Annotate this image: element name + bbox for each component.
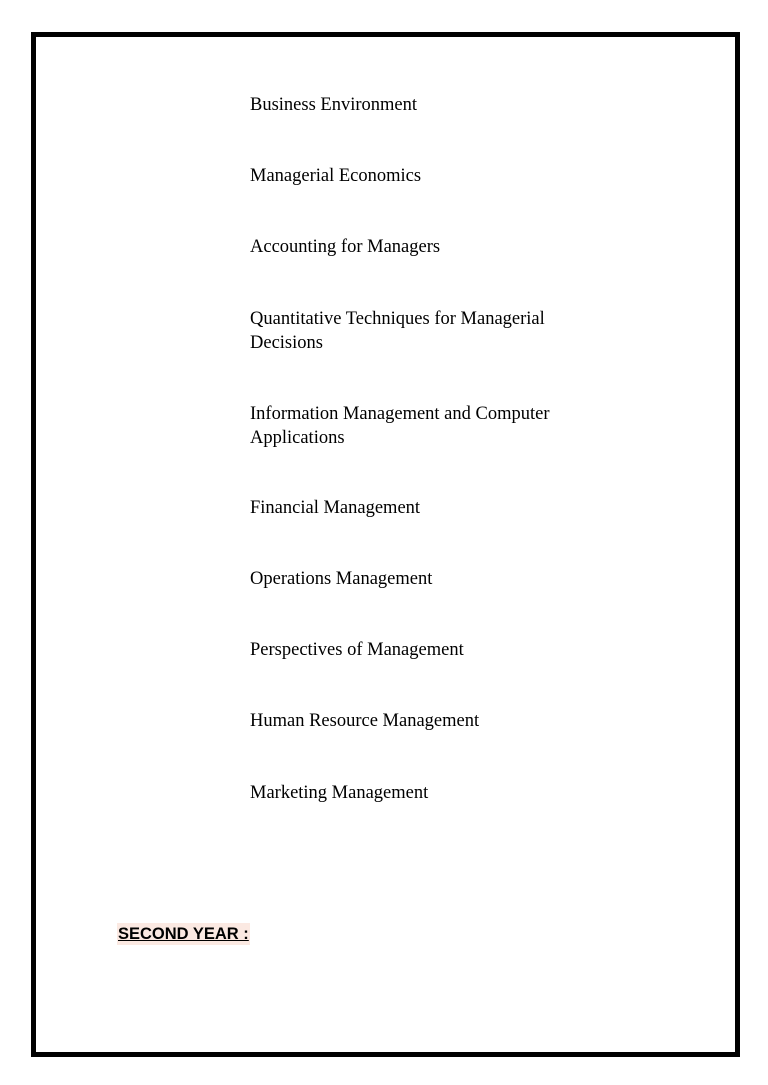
course-item: Managerial Economics [250,166,422,186]
course-item: Marketing Management [250,783,429,803]
course-item: Accounting for Managers [250,237,441,257]
course-item: Financial Management [250,498,421,518]
section-heading-second-year: SECOND YEAR : [118,925,249,943]
course-item: Perspectives of Management [250,640,464,660]
course-item: Quantitative Techniques for Managerial Decisions [250,309,545,353]
course-item: Business Environment [250,95,418,115]
course-item: Operations Management [250,569,433,589]
course-item: Human Resource Management [250,711,480,731]
course-item: Information Management and Computer Applications [250,404,550,448]
